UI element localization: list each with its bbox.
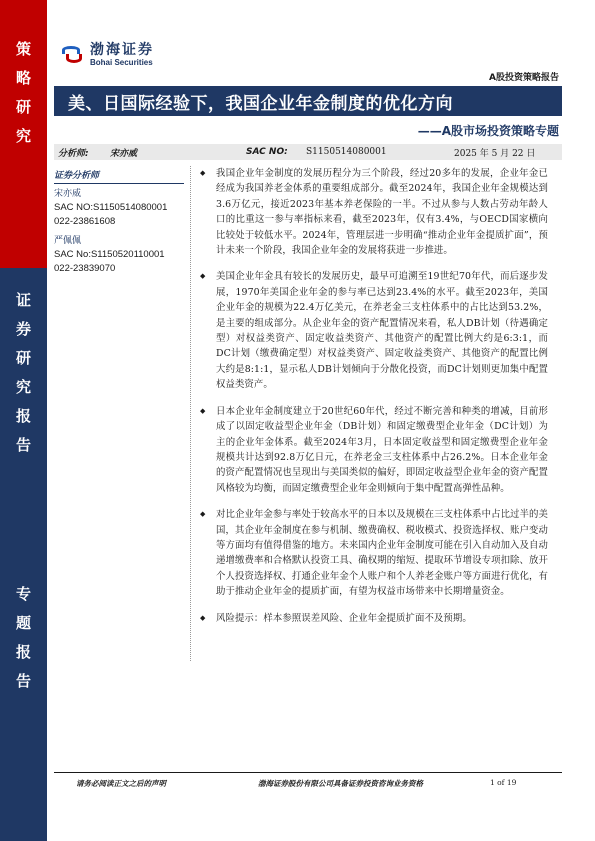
analyst-entry-phone: 022-23839070 (54, 263, 116, 274)
analyst-info-row (54, 144, 562, 160)
sidebar-char: 证 (15, 291, 31, 309)
footer-qualification: 渤海证券股份有限公司具备证券投资咨询业务资格 (258, 779, 423, 788)
sidebar-char: 策 (15, 39, 31, 58)
sidebar-red-spacer (0, 185, 47, 268)
summary-bullet (200, 269, 548, 392)
page-number: 1 of 19 (490, 778, 517, 787)
sidebar-char: 究 (15, 126, 31, 145)
analyst-label: 分析师: (58, 148, 89, 159)
bohai-logo-icon (60, 42, 86, 68)
sidebar-char: 略 (15, 68, 31, 87)
analyst-entry-phone: 022-23861608 (54, 216, 116, 227)
report-title: 美、日国际经验下，我国企业年金制度的优化方向 (68, 93, 453, 114)
logo-english-name: Bohai Securities (90, 57, 153, 67)
analyst-entry-sac: SAC NO:S1150514080001 (54, 202, 168, 213)
report-type-label: A股投资策略报告 (489, 73, 559, 83)
analyst-panel-title: 证券分析师 (54, 168, 184, 184)
sidebar-char: 研 (15, 97, 31, 116)
summary-bullet-text: ◆ 美国企业年金具有较长的发展历史，最早可追溯至19世纪70年代，而后逐步发展，1970年美国企业年金的参与率已达到23.4%的水平。截至2023年，美国企业年金的规模为22.4万亿美元，在养老金三支柱体系中的占比达到53.2%，是主要的组成部分。从企业年金的资产配置情况来看，私人DB计划（待遇确定型）对权益类资产、固定收益类资产、其他资产的配置比例大约是6:3:1，而DC计划（缴费确定型）对权益类资产、固定收益类资产、其他资产的配置比例大约是8:1:1，显示私人DB计划倾向于分散化投资，而DC计划则更加集中配置权益类资产。 (216, 271, 548, 391)
analyst-entry (54, 234, 184, 276)
sac-label: SAC NO: (246, 147, 288, 157)
report-date: 2025 年 5 月 22 日 (454, 148, 536, 159)
sidebar-section-strategy (0, 0, 47, 185)
sidebar-char: 告 (15, 671, 31, 690)
sidebar-char: 研 (15, 349, 31, 367)
sidebar-char: 券 (15, 320, 31, 338)
analyst-name: 宋亦威 (110, 148, 138, 159)
sidebar-char: 专 (15, 584, 31, 603)
report-subtitle: ——A股市场投资策略专题 (417, 124, 559, 138)
column-divider (190, 166, 191, 661)
summary-body (200, 166, 548, 637)
analyst-entry-name: 严佩佩 (54, 236, 82, 246)
risk-warning-text: ◆ 风险提示：样本参照误差风险、企业年金提质扩面不及预期。 (216, 612, 472, 624)
sidebar-char: 究 (15, 378, 31, 396)
sidebar-section-research-report (0, 268, 47, 478)
analyst-panel (54, 168, 184, 281)
risk-warning-bullet (200, 611, 548, 626)
sidebar-section-special-report (0, 565, 47, 710)
summary-bullet-text: ◆ 我国企业年金制度的发展历程分为三个阶段，经过20多年的发展，企业年金已经成为我国养老金体系的重要组成部分。截至2024年，我国企业年金规模达到3.6万亿元，接近2023年基本养老保险的一半。不过从参与人数占劳动年龄人口的比重这一参与率指标来看，截至2023年，仅有3.4%，与OECD国家横向比较处于较低水平。2024年，管理层进一步明确“推动企业年金提质扩面”，预计未来一个阶段，我国企业年金的发展将获进一步推进。 (216, 168, 548, 257)
logo-chinese-name: 渤海证券 (90, 41, 154, 58)
sidebar-char: 告 (15, 436, 31, 454)
summary-bullet (200, 166, 548, 258)
title-banner (54, 86, 562, 116)
page-footer (54, 772, 562, 792)
sidebar-char: 报 (15, 642, 31, 661)
sidebar-char: 题 (15, 613, 31, 632)
analyst-entry-name: 宋亦威 (54, 189, 82, 199)
summary-bullet-text: ◆ 日本企业年金制度建立于20世纪60年代，经过不断完善和种类的增减，目前形成了以固定收益型企业年金（DB计划）和固定缴费型企业年金（DC计划）为主的企业年金体系。截至2024年3月，日本固定收益型和固定缴费型企业年金规模共计达到92.8万亿日元，在养老金三支柱体系中占26.2%。日本企业年金的资产配置情况也呈现出与美国类似的偏好，即固定收益型企业年金的资产配置风格较为均衡，而固定缴费型企业年金则倾向于集中配置高弹性品种。 (216, 405, 548, 494)
sac-number: S1150514080001 (306, 147, 387, 157)
summary-bullet (200, 507, 548, 599)
sidebar-char: 报 (15, 407, 31, 425)
footer-disclaimer: 请务必阅读正文之后的声明 (76, 779, 166, 788)
analyst-entry-sac: SAC No:S1150520110001 (54, 249, 165, 260)
company-logo (60, 42, 154, 68)
summary-bullet (200, 404, 548, 496)
summary-bullet-text: ◆ 对比企业年金参与率处于较高水平的日本以及规模在三支柱体系中占比过半的美国，其企业年金制度在参与机制、缴费确权、税收模式、投资选择权、账户变动等方面均有值得借鉴的地方。未来国内企业年金制度可能在引入自动加入及自动递增缴费率和合格默认投资工具、确权期的缩短、提取环节增设专项扣除、放开个人投资选择权、打通企业年金个人账户和个人养老金账户等方面进行优化，有助于推动企业年金的提质扩面，有望为权益市场带来中长期增量资金。 (216, 509, 548, 598)
analyst-entry (54, 187, 184, 229)
